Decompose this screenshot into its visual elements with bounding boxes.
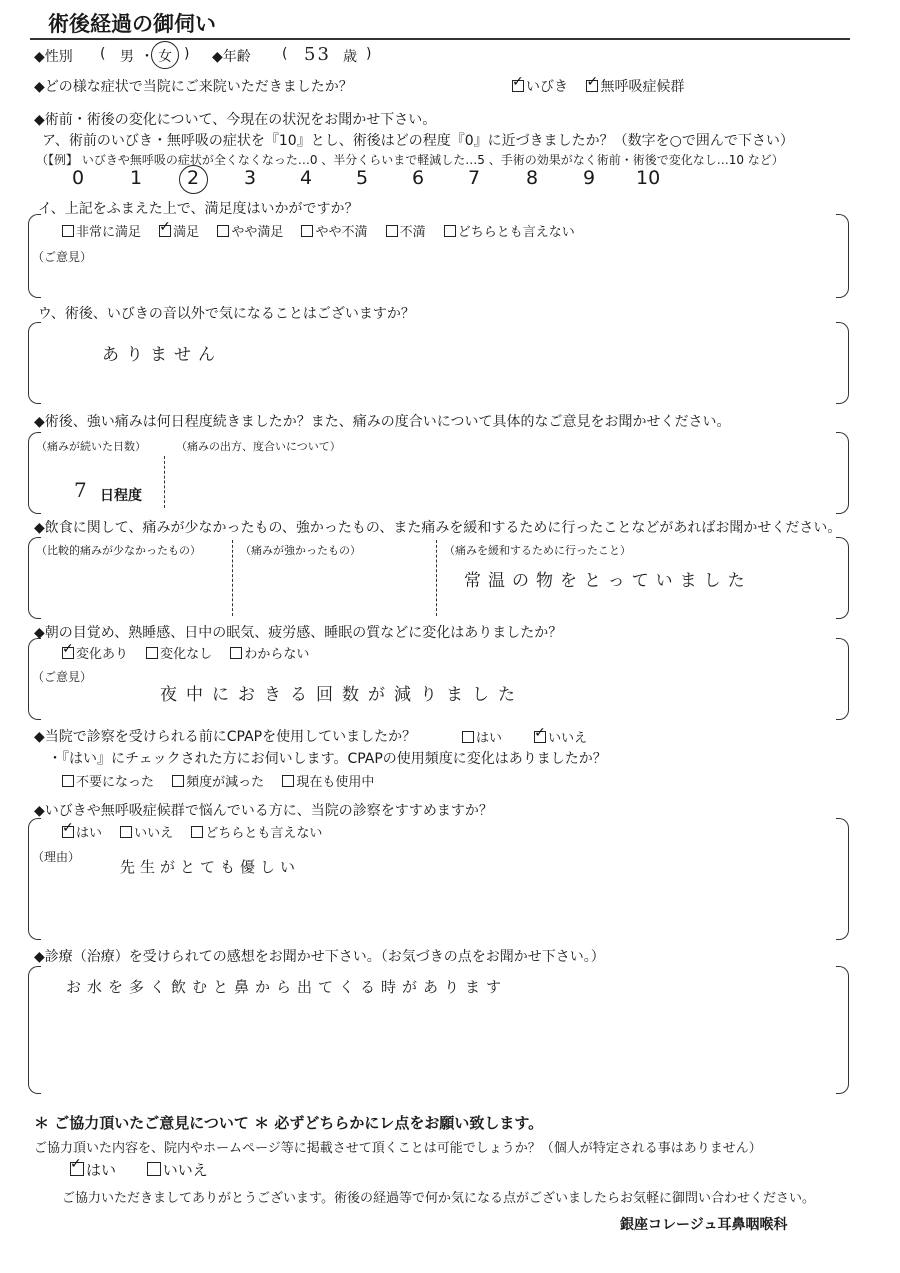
scale-4[interactable]: 4 bbox=[300, 167, 313, 189]
bracket-right bbox=[836, 818, 849, 940]
checkbox[interactable] bbox=[191, 826, 203, 838]
checkbox[interactable] bbox=[62, 775, 74, 787]
recommend-option[interactable] bbox=[191, 822, 322, 841]
option-label: いいえ bbox=[134, 826, 174, 841]
satisfaction-question: イ、上記をふまえた上で、満足度はいかがですか？ bbox=[38, 201, 359, 217]
bracket-right bbox=[836, 432, 849, 514]
footer-heading: ＊ ご協力頂いたご意見について ＊ 必ずどちらかにレ点をお願い致します。 bbox=[34, 1114, 544, 1132]
scale-3[interactable]: 3 bbox=[244, 167, 257, 189]
cpap-option-yes[interactable] bbox=[462, 727, 502, 746]
bracket-right bbox=[836, 537, 849, 619]
cpap-sub-option[interactable] bbox=[62, 771, 154, 790]
recommend-option[interactable] bbox=[120, 822, 173, 841]
change-question-a: ア、術前のいびき・無呼吸の症状を『10』とし、術後はどの程度『0』に近づきましたか？（数字を○で囲んで下さい） bbox=[42, 133, 794, 149]
satisfaction-option[interactable] bbox=[217, 221, 283, 240]
scale-9[interactable]: 9 bbox=[583, 167, 596, 189]
option-label: わからない bbox=[244, 647, 310, 662]
satisfaction-option[interactable] bbox=[301, 221, 367, 240]
recommend-options bbox=[62, 822, 336, 841]
morning-option[interactable] bbox=[230, 643, 309, 662]
sex-open: ( bbox=[100, 46, 106, 62]
checkbox-checked[interactable] bbox=[512, 80, 524, 92]
scale-7[interactable]: 7 bbox=[468, 167, 481, 189]
cpap-options bbox=[462, 727, 601, 746]
recommend-answer[interactable]: 先生がとても優しい bbox=[120, 858, 301, 876]
recommend-option[interactable] bbox=[62, 822, 102, 841]
age-unit: 歳 bbox=[343, 49, 357, 65]
sex-female[interactable]: 女 bbox=[158, 49, 172, 65]
morning-options bbox=[62, 643, 323, 662]
bracket-right bbox=[836, 966, 849, 1094]
cpap-question: ◆当院で診察を受けられる前にCPAPを使用していましたか？ bbox=[34, 729, 417, 745]
sex-dot: ・ bbox=[140, 49, 154, 65]
footer-option-no[interactable] bbox=[147, 1159, 208, 1180]
option-label: 変化あり bbox=[76, 647, 129, 662]
food-question: ◆飲食に関して、痛みが少なかったもの、強かったもの、また痛みを緩和するために行ったことなどがあればお聞かせください。 bbox=[34, 520, 842, 536]
impression-answer[interactable]: お水を多く飲むと鼻から出てくる時があります bbox=[66, 978, 508, 996]
option-label: 不満 bbox=[399, 225, 426, 240]
scale-2[interactable]: 2 bbox=[187, 167, 200, 189]
cpap-sub-option[interactable] bbox=[282, 771, 374, 790]
option-label: はい bbox=[476, 731, 503, 746]
bracket-left bbox=[28, 322, 41, 404]
change-example: （【例】 いびきや無呼吸の症状が全くなくなった…0 、半分くらいまで軽減した…5 、手術の効果がなく術前・術後で変化なし…10 など） bbox=[36, 153, 784, 167]
cpap-sub-options bbox=[62, 771, 388, 790]
cpap-sub-option[interactable] bbox=[172, 771, 264, 790]
pain-question: ◆術後、強い痛みは何日程度続きましたか？また、痛みの度合いについて具体的なご意見をお聞かせください。 bbox=[34, 414, 731, 430]
checkbox[interactable] bbox=[147, 1162, 161, 1176]
satisfaction-options bbox=[62, 221, 589, 240]
option-label: やや不満 bbox=[315, 225, 368, 240]
clinic-name: 銀座コレージュ耳鼻咽喉科 bbox=[620, 1217, 788, 1233]
pain-days-label: （痛みが続いた日数） bbox=[36, 440, 146, 453]
bracket-right bbox=[836, 638, 849, 720]
option-label: いびき bbox=[526, 79, 568, 95]
checkbox[interactable] bbox=[386, 225, 398, 237]
scale-0[interactable]: 0 bbox=[72, 167, 85, 189]
food-divider-1 bbox=[232, 540, 233, 616]
bracket-left bbox=[28, 966, 41, 1094]
impression-question: ◆診療（治療）を受けられての感想をお聞かせ下さい。（お気づきの点をお聞かせ下さい。） bbox=[34, 949, 605, 965]
option-label: 非常に満足 bbox=[76, 225, 142, 240]
other-answer[interactable]: ありません bbox=[102, 345, 222, 365]
satisfaction-option[interactable] bbox=[159, 221, 199, 240]
age-open: ( bbox=[282, 46, 288, 62]
checkbox[interactable] bbox=[230, 647, 242, 659]
sex-label: ◆性別 bbox=[34, 49, 73, 65]
checkbox-checked[interactable] bbox=[159, 225, 171, 237]
morning-opinion-label: （ご意見） bbox=[32, 670, 93, 684]
change-heading: ◆術前・術後の変化について、今現在の状況をお聞かせ下さい。 bbox=[34, 112, 437, 128]
option-label: 無呼吸症候群 bbox=[600, 79, 685, 95]
sex-close: ) bbox=[184, 46, 190, 62]
pain-detail-label: （痛みの出方、度合いについて） bbox=[176, 440, 341, 453]
symptom-option-snoring[interactable] bbox=[512, 76, 568, 96]
scale-10[interactable]: 10 bbox=[636, 167, 661, 189]
option-label: いいえ bbox=[162, 1161, 208, 1179]
checkbox[interactable] bbox=[146, 647, 158, 659]
cpap-option-no[interactable] bbox=[534, 727, 587, 746]
option-label: どちらとも言えない bbox=[205, 826, 323, 841]
option-label: 満足 bbox=[173, 225, 200, 240]
checkbox[interactable] bbox=[120, 826, 132, 838]
recommend-reason-label: （理由） bbox=[32, 850, 81, 864]
morning-option[interactable] bbox=[62, 643, 128, 662]
footer-option-yes[interactable] bbox=[70, 1159, 116, 1180]
scale-selection-circle bbox=[179, 165, 208, 194]
option-label: 現在も使用中 bbox=[296, 775, 375, 790]
food-col1-label: （比較的痛みが少なかったもの） bbox=[36, 544, 201, 557]
symptom-option-apnea[interactable] bbox=[586, 76, 684, 96]
satisfaction-option[interactable] bbox=[444, 221, 575, 240]
morning-question: ◆朝の目覚め、熟睡感、日中の眠気、疲労感、睡眠の質などに変化はありましたか？ bbox=[34, 625, 563, 641]
sex-selection-circle bbox=[151, 41, 179, 69]
age-label: ◆年齢 bbox=[212, 49, 251, 65]
bracket-right bbox=[836, 322, 849, 404]
recommend-question: ◆いびきや無呼吸症候群で悩んでいる方に、当院の診察をすすめますか？ bbox=[34, 803, 493, 819]
footer-permission-question: ご協力頂いた内容を、院内やホームページ等に掲載させて頂くことは可能でしょうか？（個人が特定される事はありません） bbox=[34, 1141, 762, 1156]
pain-divider bbox=[164, 456, 165, 508]
checkbox[interactable] bbox=[444, 225, 456, 237]
option-label: 変化なし bbox=[160, 647, 213, 662]
checkbox-checked[interactable] bbox=[62, 647, 74, 659]
symptom-options bbox=[512, 76, 698, 96]
satisfaction-option[interactable] bbox=[62, 221, 141, 240]
scale-6[interactable]: 6 bbox=[412, 167, 425, 189]
pain-days-value[interactable]: 7 bbox=[74, 478, 94, 502]
sex-male[interactable]: 男 bbox=[120, 49, 134, 65]
checkbox[interactable] bbox=[301, 225, 313, 237]
page-title: 術後経過の御伺い bbox=[48, 12, 216, 36]
satisfaction-option[interactable] bbox=[386, 221, 426, 240]
other-question: ウ、術後、いびきの音以外で気になることはございますか？ bbox=[38, 306, 415, 322]
option-label: はい bbox=[76, 826, 103, 841]
bracket-left bbox=[28, 818, 41, 940]
cpap-sub-question: ・『はい』にチェックされた方にお伺いします。CPAPの使用頻度に変化はありましたか？ bbox=[48, 751, 607, 767]
checkbox[interactable] bbox=[282, 775, 294, 787]
food-col3-answer[interactable]: 常温の物をとっていました bbox=[464, 571, 752, 591]
checkbox[interactable] bbox=[217, 225, 229, 237]
food-col3-label: （痛みを緩和するために行ったこと） bbox=[444, 544, 631, 557]
scale-5[interactable]: 5 bbox=[356, 167, 369, 189]
option-label: どちらとも言えない bbox=[457, 225, 575, 240]
checkbox[interactable] bbox=[172, 775, 184, 787]
option-label: いいえ bbox=[548, 731, 588, 746]
morning-answer[interactable]: 夜中におきる回数が減りました bbox=[160, 685, 524, 705]
footer-options bbox=[70, 1159, 222, 1180]
option-label: はい bbox=[86, 1161, 117, 1179]
scale-1[interactable]: 1 bbox=[130, 167, 143, 189]
checkbox[interactable] bbox=[62, 225, 74, 237]
age-value[interactable]: 53 bbox=[304, 44, 331, 65]
satisfaction-opinion-label: （ご意見） bbox=[32, 250, 93, 264]
option-label: やや満足 bbox=[231, 225, 284, 240]
food-divider-2 bbox=[436, 540, 437, 616]
option-label: 不要になった bbox=[76, 775, 155, 790]
scale-8[interactable]: 8 bbox=[526, 167, 539, 189]
bracket-right bbox=[836, 214, 849, 298]
checkbox-checked[interactable] bbox=[70, 1162, 84, 1176]
checkbox-checked[interactable] bbox=[586, 80, 598, 92]
checkbox[interactable] bbox=[462, 731, 474, 743]
age-close: ) bbox=[366, 46, 372, 62]
option-label: 頻度が減った bbox=[186, 775, 265, 790]
food-col2-label: （痛みが強かったもの） bbox=[240, 544, 361, 557]
pain-days-unit: 日程度 bbox=[100, 488, 142, 504]
symptom-question: ◆どの様な症状で当院にご来院いただきましたか？ bbox=[34, 79, 353, 95]
title-underline bbox=[30, 38, 850, 40]
footer-thanks: ご協力いただきましてありがとうございます。術後の経過等で何か気になる点がございましたらお気軽に御問い合わせください。 bbox=[62, 1191, 815, 1206]
checkbox-checked[interactable] bbox=[534, 731, 546, 743]
checkbox-checked[interactable] bbox=[62, 826, 74, 838]
morning-option[interactable] bbox=[146, 643, 212, 662]
